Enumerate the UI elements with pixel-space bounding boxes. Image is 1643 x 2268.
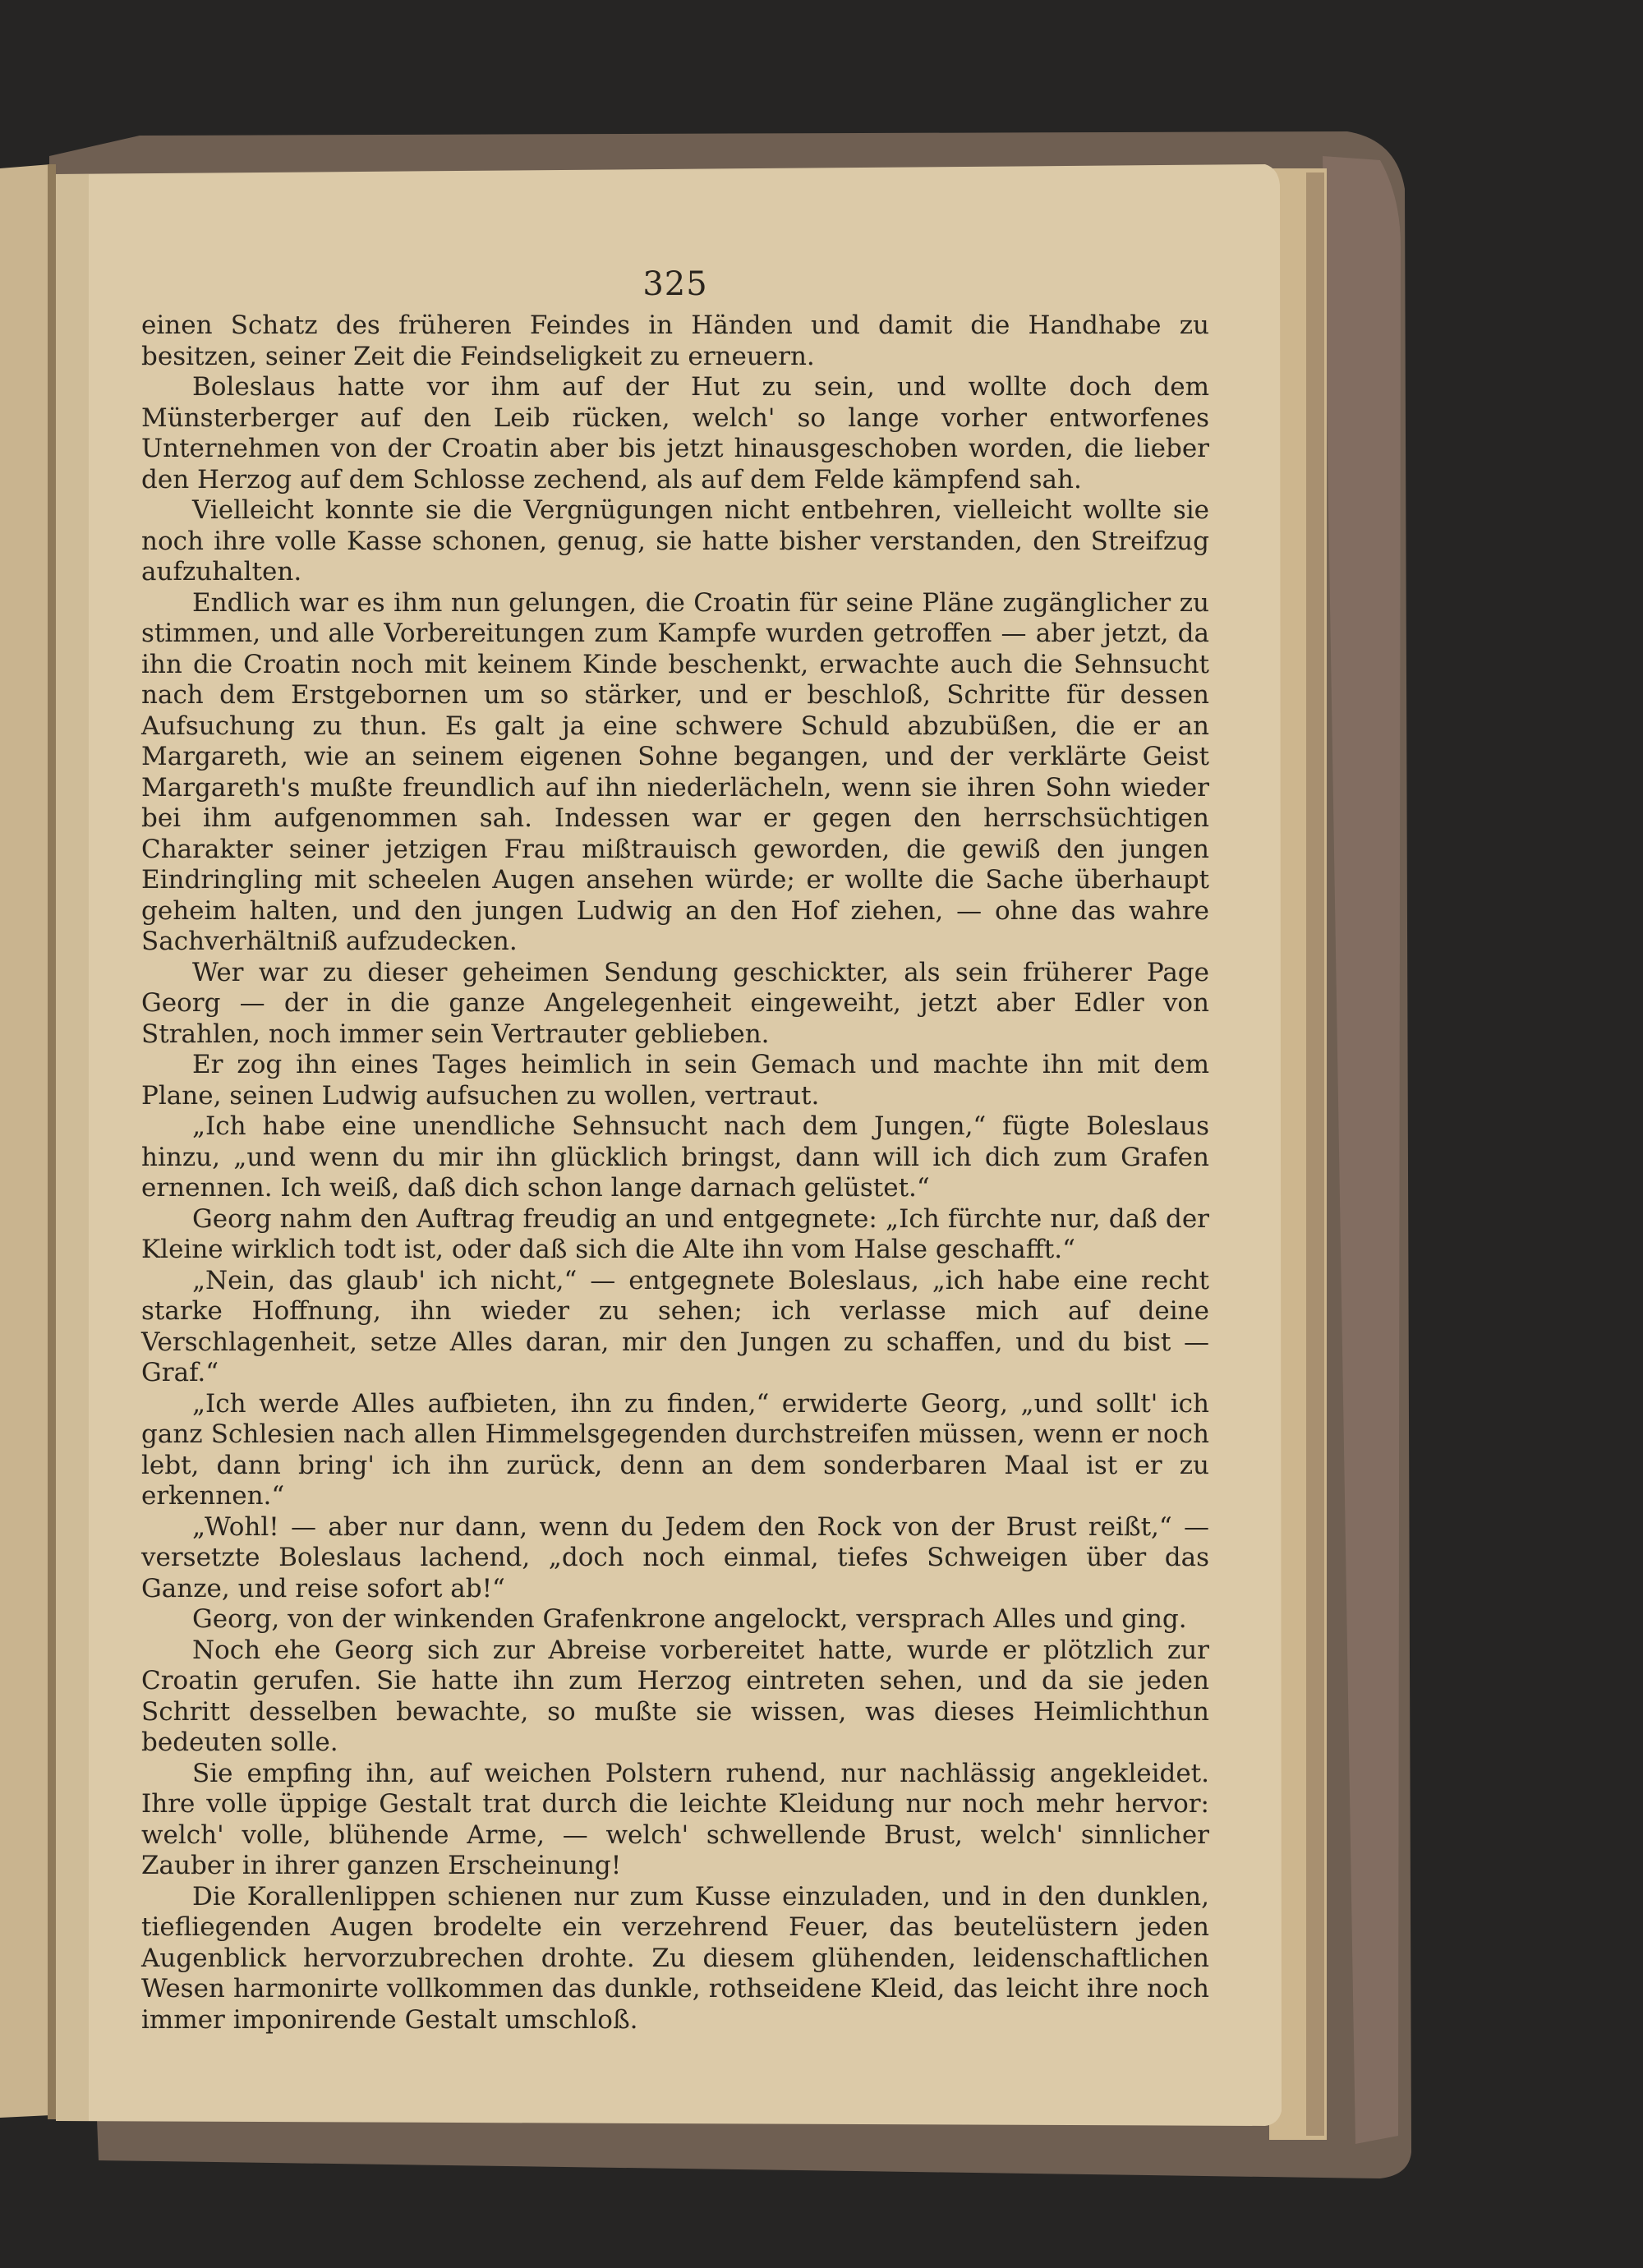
paragraph-14: Sie empfing ihn, auf weichen Polstern ruhend, nur nachlässig angekleidet. Ihre volle üppige Gestalt trat durch die leichte Kleidung nur noch mehr hervor: welch' volle, blühende Arme, — welch' schwellende Brust, welch' sinnlicher Zauber in ihrer ganzen Erscheinung!	[141, 1758, 1209, 1880]
paragraph-10: „Ich werde Alles aufbieten, ihn zu finden,“ erwiderte Georg, „und sollt' ich ganz Schlesien nach allen Himmelsgegenden durchstreifen müssen, wenn er noch lebt, dann bring' ich ihn zurück, denn an dem sonderbaren Maal ist er zu erkennen.“	[141, 1388, 1209, 1511]
paragraph-6: Er zog ihn eines Tages heimlich in sein Gemach und machte ihn mit dem Plane, seinen Ludwig aufsuchen zu wollen, vertraut.	[141, 1050, 1209, 1111]
page-shading-left	[56, 174, 89, 2121]
paragraph-8: Georg nahm den Auftrag freudig an und entgegnete: „Ich fürchte nur, daß der Kleine wirklich todt ist, oder daß sich die Alte ihn vom Halse geschafft.“	[141, 1203, 1209, 1264]
paragraph-12: Georg, von der winkenden Grafenkrone angelockt, versprach Alles und ging.	[192, 1604, 1187, 1634]
paragraph-11: „Wohl! — aber nur dann, wenn du Jedem den Rock von der Brust reißt,“ — versetzte Boleslaus lachend, „doch noch einmal, tiefes Schweigen über das Ganze, und reise sofort ab!“	[141, 1511, 1209, 1603]
paragraph-15: Die Korallenlippen schienen nur zum Kusse einzuladen, und in den dunklen, tiefliegenden Augen brodelte ein verzehrend Feuer, das beutelüstern jeden Augenblick hervorzubrechen drohte. Zu diesem glühenden, leidenschaftlichen Wesen harmonirte vollkommen das dunkle, rothseidene Kleid, das leicht ihre noch immer imponirende Gestalt umschloß.	[141, 1881, 1209, 2035]
paragraph-9: „Nein, das glaub' ich nicht,“ — entgegnete Boleslaus, „ich habe eine recht starke Hoffnung, ihn wieder zu sehen; ich verlasse mich auf deine Verschlagenheit, setze Alles daran, mir den Jungen zu schaffen, und du bist — Graf.“	[141, 1265, 1209, 1387]
paragraph-3: Vielleicht konnte sie die Vergnügungen nicht entbehren, vielleicht wollte sie noch ihre volle Kasse schonen, genug, sie hatte bisher verstanden, den Streifzug aufzuhalten.	[141, 495, 1209, 587]
paragraph-4: Endlich war es ihm nun gelungen, die Croatin für seine Pläne zugänglicher zu stimmen, und alle Vorbereitungen zum Kampfe wurden getroffen — aber jetzt, da ihn die Croatin noch mit keinem Kinde beschenkt, erwachte auch die Sehnsucht nach dem Erstgebornen um so stärker, und er beschloß, Schritte für dessen Aufsuchung zu thun. Es galt ja eine schwere Schuld abzubüßen, die er an Margareth, wie an seinem eigenen Sohne begangen, und der verklärte Geist Margareth's mußte freundlich auf ihn niederlächeln, wenn sie ihren Sohn wieder bei ihm aufgenommen sah. Indessen war er gegen den herrschsüchtigen Charakter seiner jetzigen Frau mißtrauisch geworden, die gewiß den jungen Eindringling mit scheelen Augen ansehen würde; er wollte die Sache überhaupt geheim halten, und den jungen Ludwig an den Hof ziehen, — ohne das wahre Sachverhältniß aufzudecken.	[141, 587, 1209, 956]
page-content	[141, 265, 1209, 2036]
paragraph-5: Wer war zu dieser geheimen Sendung geschickter, als sein früherer Page Georg — der in die ganze Angelegenheit eingeweiht, jetzt aber Edler von Strahlen, noch immer sein Vertrauter geblieben.	[141, 957, 1209, 1049]
gutter	[48, 164, 56, 2119]
paragraph-13: Noch ehe Georg sich zur Abreise vorbereitet hatte, wurde er plötzlich zur Croatin gerufen. Sie hatte ihn zum Herzog eintreten sehen, und da sie jeden Schritt desselben bewachte, so mußte sie wissen, was dieses Heimlichthun bedeuten solle.	[141, 1635, 1209, 1757]
paragraph-2: Boleslaus hatte vor ihm auf der Hut zu sein, und wollte doch dem Münsterberger auf den Leib rücken, welch' so lange vorher entworfenes Unternehmen von der Croatin aber bis jetzt hinausgeschoben worden, die lieber den Herzog auf dem Schlosse zechend, als auf dem Felde kämpfend sah.	[141, 372, 1209, 495]
paragraph-7: „Ich habe eine unendliche Sehnsucht nach dem Jungen,“ fügte Boleslaus hinzu, „und wenn du mir ihn glücklich bringst, dann will ich dich zum Grafen ernennen. Ich weiß, daß dich schon lange darnach gelüstet.“	[141, 1111, 1209, 1203]
page-edges-shade	[1306, 173, 1324, 2136]
facing-page-left	[0, 164, 51, 2118]
page-number: 325	[642, 265, 708, 303]
paragraph-1: einen Schatz des früheren Feindes in Händen und damit die Handhabe zu besitzen, seiner Zeit die Feindseligkeit zu erneuern.	[141, 311, 1209, 371]
